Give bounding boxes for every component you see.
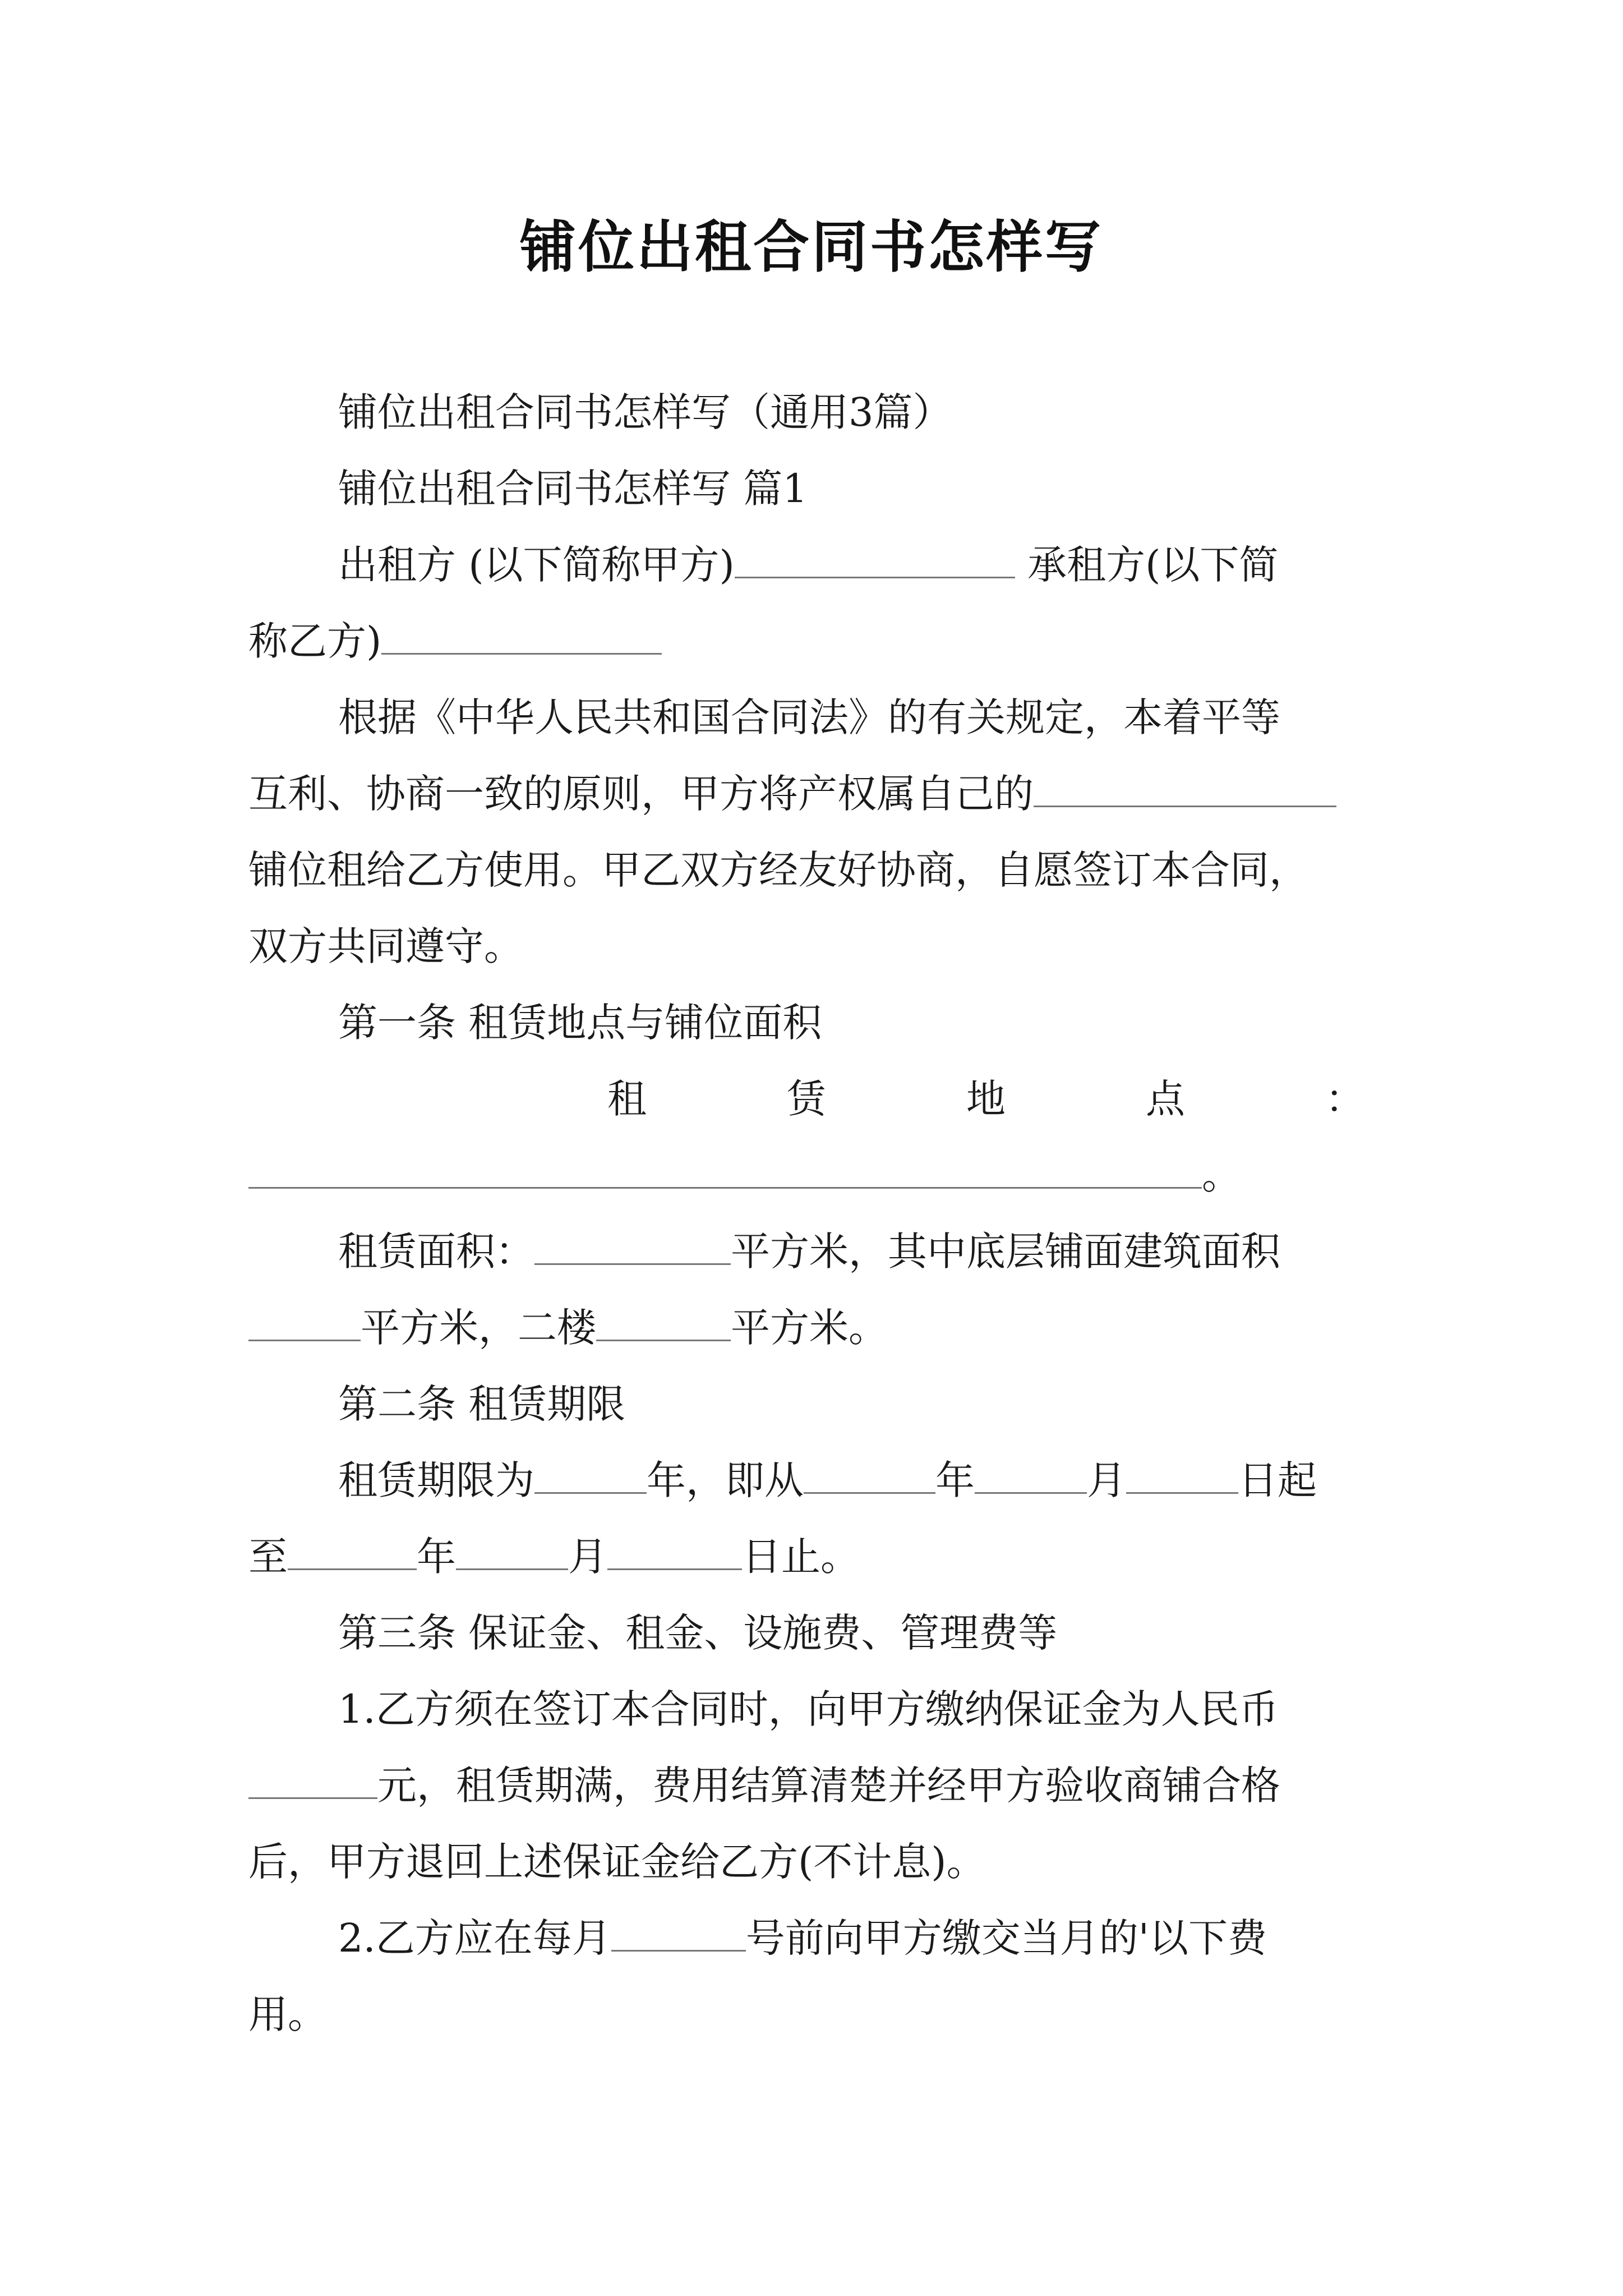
- paragraph-line: 。: [248, 1150, 1387, 1200]
- blank-field: [975, 1457, 1087, 1494]
- blank-field: [456, 1534, 568, 1570]
- paragraph-line: 2.乙方应在每月 号前向甲方缴交当月的'以下费: [338, 1915, 1267, 1961]
- paragraph-line: 1.乙方须在签订本合同时，向甲方缴纳保证金为人民币: [338, 1686, 1279, 1732]
- blank-field: [248, 1305, 361, 1341]
- paragraph-line: 租赁期限为 年，即从 年 月 日起: [338, 1457, 1317, 1503]
- subtitle-line: 铺位出租合同书怎样写（通用3篇）: [338, 389, 952, 435]
- blank-field: [1034, 771, 1336, 807]
- section-heading: 铺位出租合同书怎样写 篇1: [338, 466, 808, 512]
- paragraph-line: 至 年 月 日止。: [248, 1534, 860, 1580]
- paragraph-line: 元，租赁期满，费用结算清楚并经甲方验收商铺合格: [248, 1760, 1387, 1811]
- blank-field: [288, 1534, 417, 1570]
- section-heading: 第三条 保证金、租金、设施费、管理费等: [338, 1610, 1058, 1656]
- paragraph-line: 双方共同遵守。: [248, 923, 523, 969]
- spaced-label-line: 租 赁 地 点 ：: [607, 1076, 1364, 1122]
- blank-field: [381, 618, 662, 655]
- paragraph-line: 出租方 (以下简称甲方) 承租方(以下简: [338, 542, 1279, 588]
- paragraph-line: 平方米，二楼 平方米。: [248, 1303, 1387, 1353]
- blank-field: [534, 1228, 731, 1265]
- blank-field: [248, 1763, 377, 1799]
- paragraph-line: 后，甲方退回上述保证金给乙方(不计息)。: [248, 1839, 986, 1885]
- document-title: 铺位出租合同书怎样写: [520, 214, 1103, 280]
- blank-field: [596, 1305, 731, 1341]
- paragraph-line: 租赁面积： 平方米，其中底层铺面建筑面积: [338, 1228, 1280, 1274]
- blank-field: [804, 1457, 935, 1494]
- blank-field: [534, 1457, 647, 1494]
- blank-field: [607, 1534, 742, 1570]
- paragraph-line: 用。: [248, 1991, 327, 2037]
- paragraph-line: 铺位租给乙方使用。甲乙双方经友好协商，自愿签订本合同，: [248, 847, 1308, 893]
- section-heading: 第一条 租赁地点与铺位面积: [338, 1000, 822, 1046]
- paragraph-line: 根据《中华人民共和国合同法》的有关规定，本着平等: [338, 694, 1280, 740]
- paragraph-line: 互利、协商一致的原则，甲方将产权属自己的: [248, 769, 1387, 819]
- blank-field: [1126, 1457, 1238, 1494]
- blank-field: [611, 1915, 746, 1952]
- paragraph-line: 称乙方): [248, 616, 1387, 666]
- blank-field: [735, 542, 1015, 578]
- blank-field: [248, 1152, 1202, 1189]
- section-heading: 第二条 租赁期限: [338, 1381, 626, 1427]
